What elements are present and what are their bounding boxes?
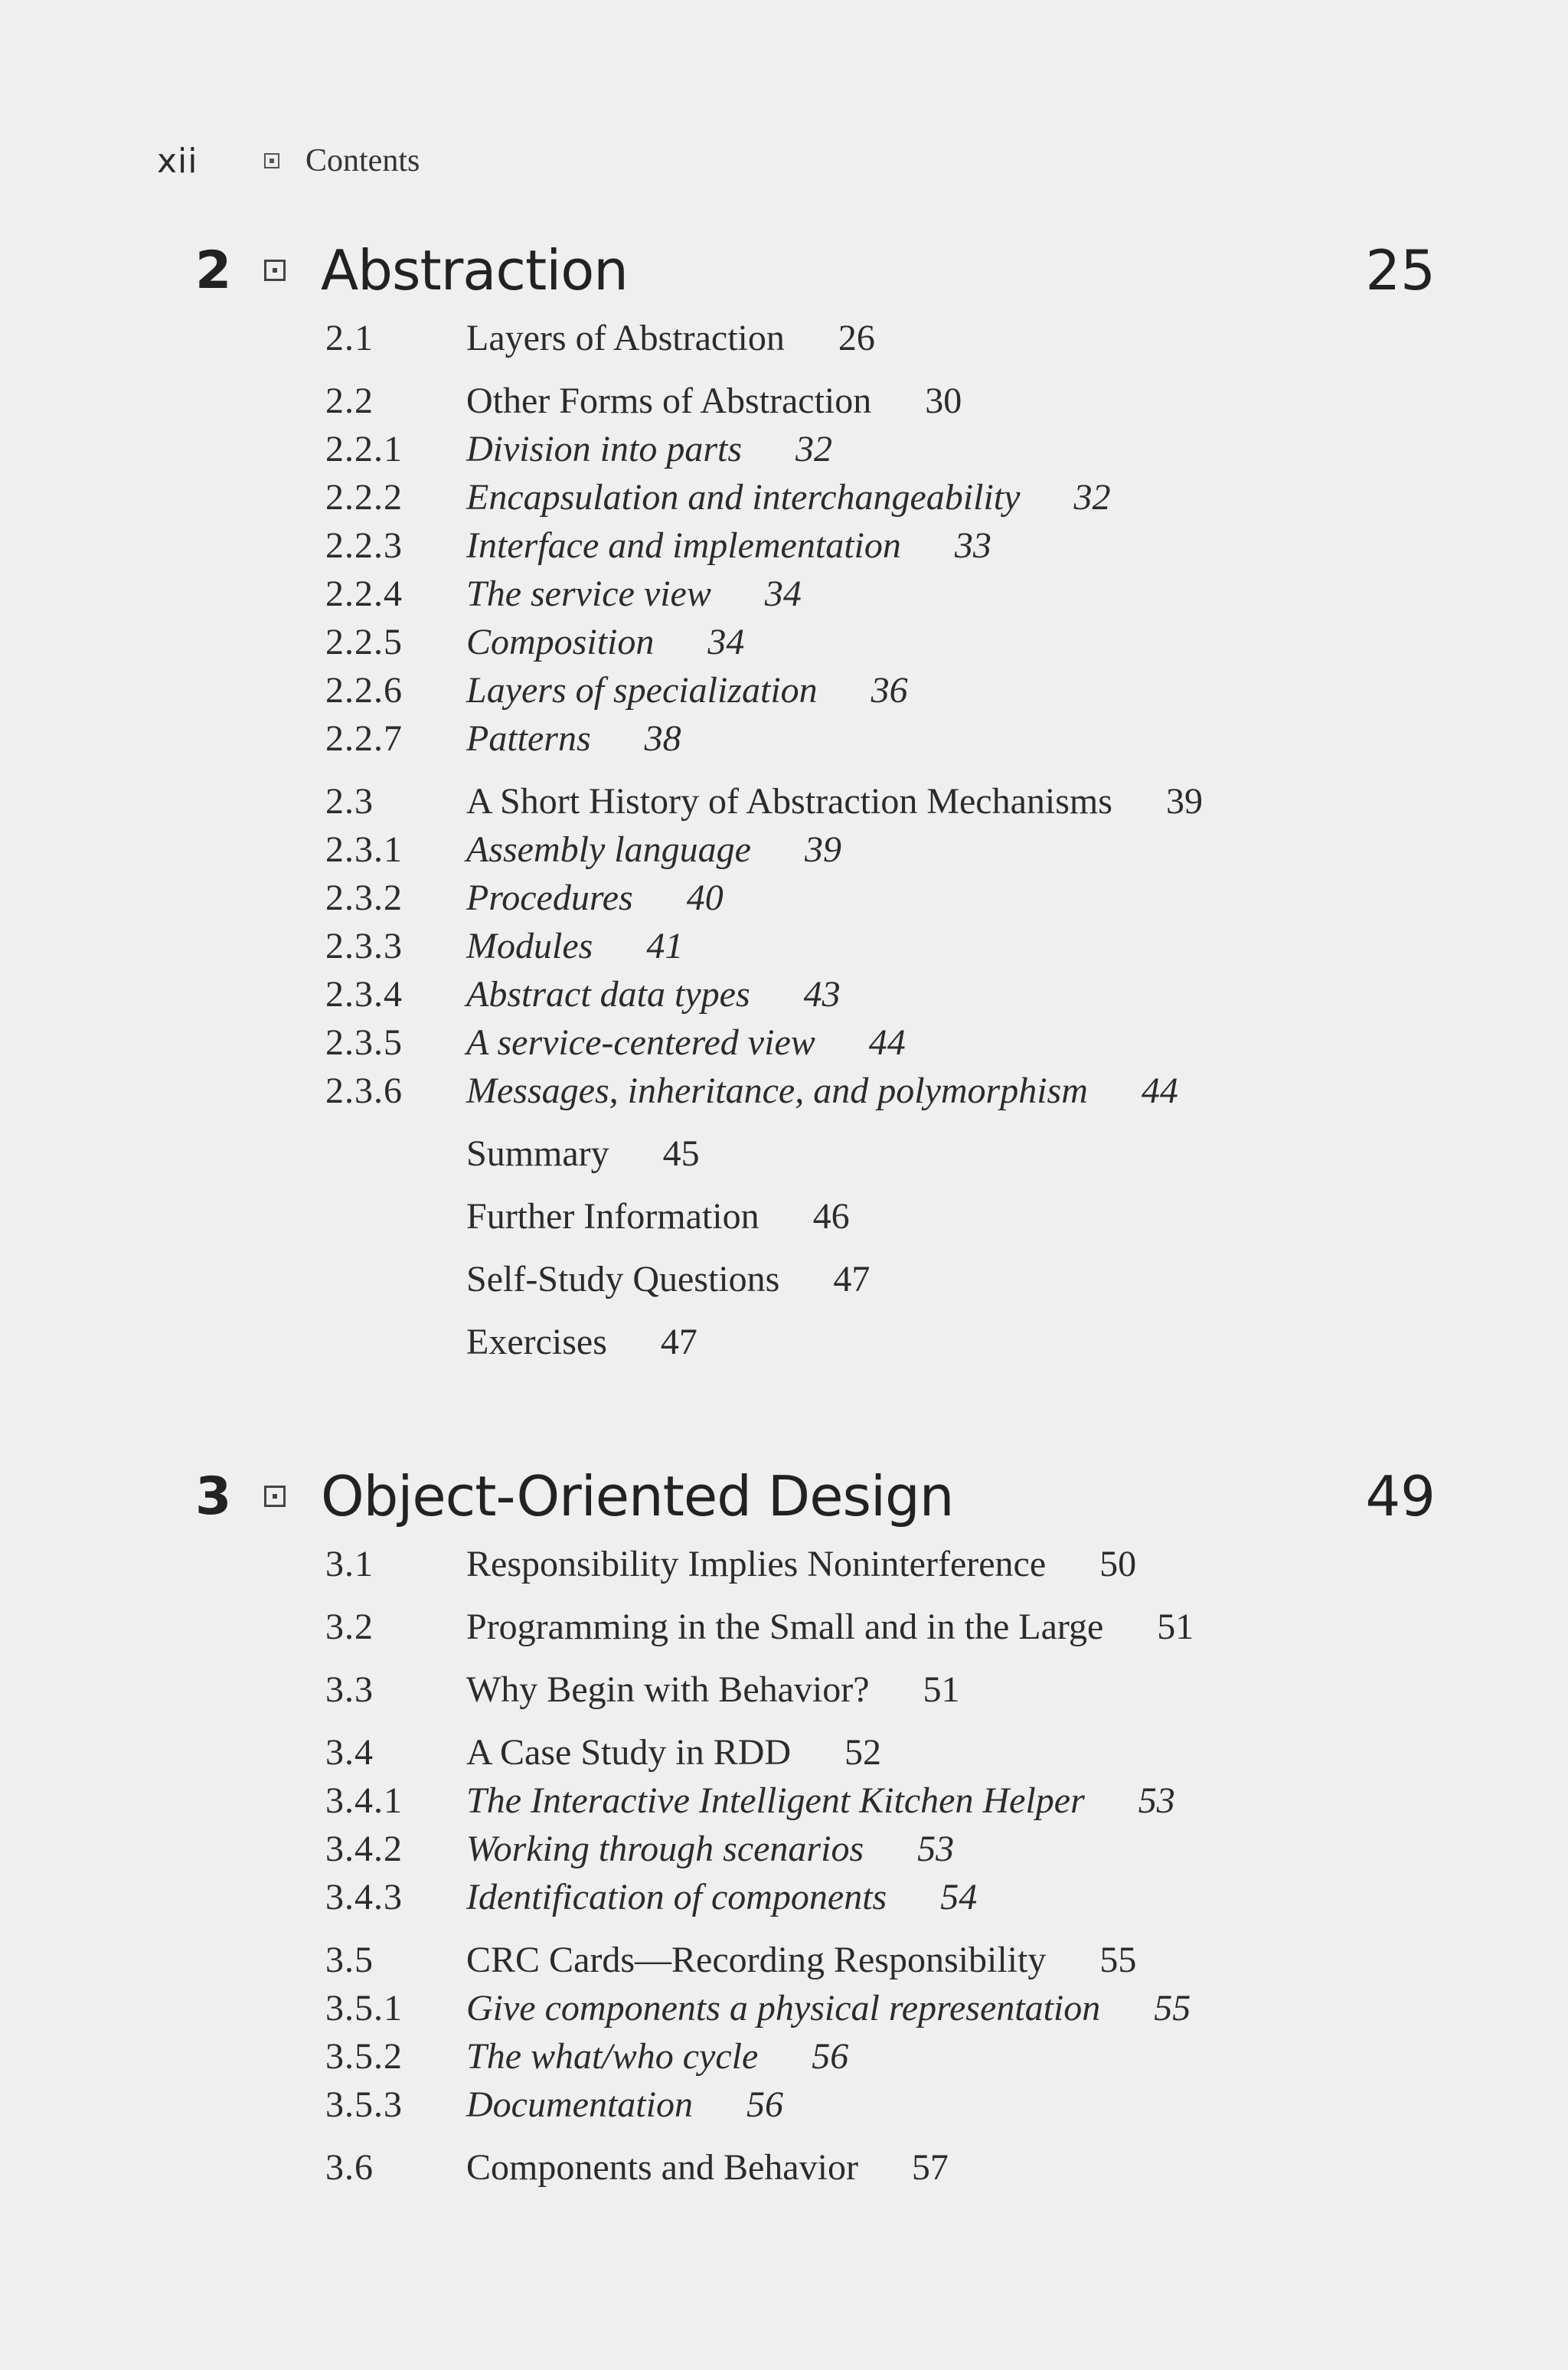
section-title: Layers of specialization [466, 670, 818, 711]
section-number: 3.4.2 [325, 1829, 403, 1869]
toc-entry [325, 1133, 700, 1178]
section-number: 2.1 [325, 318, 374, 358]
toc-entry [325, 525, 991, 570]
section-page: 39 [804, 829, 841, 870]
section-number: 2.3.4 [325, 974, 403, 1015]
section-title: Encapsulation and interchangeability [466, 477, 1021, 518]
toc-entry [325, 1606, 1194, 1652]
chapter-title: Abstraction [321, 238, 628, 302]
square-bullet-icon [264, 260, 286, 281]
section-page: 26 [838, 318, 875, 358]
section-page: 34 [707, 622, 745, 662]
chapter-heading [195, 236, 1436, 305]
section-number: 3.5.1 [325, 1988, 403, 2028]
section-title: Composition [466, 622, 655, 662]
section-page: 39 [1165, 781, 1203, 822]
section-page: 32 [1073, 477, 1111, 518]
section-number: 2.3 [325, 781, 374, 822]
section-title: A Case Study in RDD [466, 1732, 792, 1773]
section-page: 53 [917, 1829, 955, 1869]
section-number: 2.3.6 [325, 1071, 403, 1111]
section-title: Why Begin with Behavior? [466, 1669, 870, 1710]
section-title: Components and Behavior [466, 2147, 858, 2188]
section-number: 2.2.4 [325, 574, 403, 614]
toc-entry [325, 1022, 906, 1067]
toc-entry [325, 1669, 960, 1715]
section-title: Division into parts [466, 429, 743, 469]
section-number: 3.4.1 [325, 1780, 403, 1821]
section-title: Programming in the Small and in the Large [466, 1607, 1104, 1647]
section-number: 3.6 [325, 2147, 374, 2188]
section-page: 41 [646, 926, 684, 966]
toc-entry [325, 877, 724, 923]
section-page: 53 [1138, 1780, 1175, 1821]
section-page: 47 [833, 1259, 871, 1299]
chapter-page: 25 [1365, 238, 1436, 302]
section-title: Messages, inheritance, and polymorphism [466, 1071, 1088, 1111]
running-head-title: Contents [305, 143, 420, 178]
section-page: 43 [803, 974, 841, 1015]
section-number: 2.3.2 [325, 878, 403, 918]
section-number: 2.2.6 [325, 670, 403, 711]
section-page: 46 [812, 1196, 850, 1237]
section-title: Other Forms of Abstraction [466, 381, 872, 421]
section-title: Assembly language [466, 829, 751, 870]
section-number: 3.4 [325, 1732, 374, 1773]
section-page: 51 [1157, 1607, 1194, 1647]
section-page: 38 [644, 718, 681, 759]
section-number: 2.2.3 [325, 525, 403, 566]
section-page: 34 [764, 574, 802, 614]
toc-entry [325, 621, 744, 667]
section-page: 30 [925, 381, 962, 421]
toc-entry [325, 1780, 1175, 1826]
section-title: Self-Study Questions [466, 1259, 780, 1299]
section-page: 32 [795, 429, 833, 469]
section-title: The what/who cycle [466, 2036, 759, 2077]
section-page: 52 [844, 1732, 882, 1773]
toc-entry [325, 1321, 697, 1367]
section-title: Summary [466, 1133, 609, 1174]
section-title: Further Information [466, 1196, 760, 1237]
chapter-title: Object-Oriented Design [321, 1464, 954, 1528]
section-page: 40 [686, 878, 724, 918]
section-page: 44 [1141, 1071, 1178, 1111]
section-title: Interface and implementation [466, 525, 901, 566]
section-title: Give components a physical representation [466, 1988, 1101, 2028]
section-page: 54 [940, 1877, 978, 1917]
section-title: The service view [466, 574, 711, 614]
section-number: 2.3.3 [325, 926, 403, 966]
section-title: The Interactive Intelligent Kitchen Helper [466, 1780, 1085, 1821]
toc-entry [325, 1070, 1178, 1116]
section-number: 2.2.5 [325, 622, 403, 662]
toc-entry [325, 2146, 949, 2192]
running-head [157, 138, 420, 184]
toc-entry [325, 1828, 954, 1874]
section-number: 3.1 [325, 1544, 374, 1584]
toc-entry [325, 476, 1110, 522]
section-number: 2.2.2 [325, 477, 403, 518]
toc-entry [325, 380, 962, 426]
section-title: Layers of Abstraction [466, 318, 785, 358]
page-number: xii [157, 141, 198, 181]
toc-entry [325, 2035, 848, 2081]
section-title: Modules [466, 926, 593, 966]
section-title: Identification of components [466, 1877, 887, 1917]
section-page: 50 [1099, 1544, 1137, 1584]
toc-entry [325, 2084, 783, 2130]
section-page: 55 [1154, 1988, 1191, 2028]
section-number: 3.5 [325, 1940, 374, 1980]
section-page: 55 [1099, 1940, 1137, 1980]
toc-entry [325, 669, 908, 715]
section-page: 57 [911, 2147, 949, 2188]
section-page: 45 [662, 1133, 700, 1174]
toc-entry [325, 1731, 881, 1777]
section-page: 51 [923, 1669, 960, 1710]
section-page: 47 [660, 1322, 697, 1362]
toc-entry [325, 1195, 850, 1241]
section-title: A service-centered view [466, 1022, 815, 1063]
toc-entry [325, 1543, 1136, 1589]
section-number: 2.3.1 [325, 829, 403, 870]
section-number: 2.2.7 [325, 718, 403, 759]
section-page: 33 [954, 525, 991, 566]
section-title: Responsibility Implies Noninterference [466, 1544, 1047, 1584]
toc-entry [325, 925, 683, 971]
section-page: 56 [812, 2036, 849, 2077]
section-title: Procedures [466, 878, 633, 918]
section-number: 3.3 [325, 1669, 374, 1710]
toc-entry [325, 1876, 977, 1922]
chapter-number: 3 [195, 1466, 232, 1527]
section-title: Abstract data types [466, 974, 750, 1015]
section-number: 3.2 [325, 1607, 374, 1647]
square-bullet-icon [264, 153, 279, 168]
toc-entry [325, 780, 1203, 826]
chapter-heading [195, 1462, 1436, 1531]
section-title: Working through scenarios [466, 1829, 864, 1869]
section-page: 56 [746, 2084, 783, 2125]
toc-entry [325, 829, 841, 874]
section-title: CRC Cards—Recording Responsibility [466, 1940, 1047, 1980]
square-bullet-icon [264, 1486, 286, 1507]
section-title: A Short History of Abstraction Mechanisms [466, 781, 1112, 822]
toc-entry [325, 573, 802, 619]
toc-entry [325, 1258, 870, 1304]
section-number: 2.2.1 [325, 429, 403, 469]
section-page: 44 [868, 1022, 906, 1063]
toc-entry [325, 718, 681, 763]
chapter-number: 2 [195, 240, 232, 301]
section-title: Documentation [466, 2084, 693, 2125]
toc-entry [325, 973, 841, 1019]
chapter-page: 49 [1365, 1464, 1436, 1528]
section-number: 2.2 [325, 381, 374, 421]
toc-entry [325, 1987, 1191, 2033]
section-title: Patterns [466, 718, 591, 759]
section-page: 36 [871, 670, 908, 711]
section-number: 3.5.2 [325, 2036, 403, 2077]
section-number: 2.3.5 [325, 1022, 403, 1063]
section-title: Exercises [466, 1322, 607, 1362]
section-number: 3.4.3 [325, 1877, 403, 1917]
toc-entry [325, 428, 832, 474]
toc-entry [325, 317, 875, 363]
section-number: 3.5.3 [325, 2084, 403, 2125]
toc-entry [325, 1939, 1136, 1985]
